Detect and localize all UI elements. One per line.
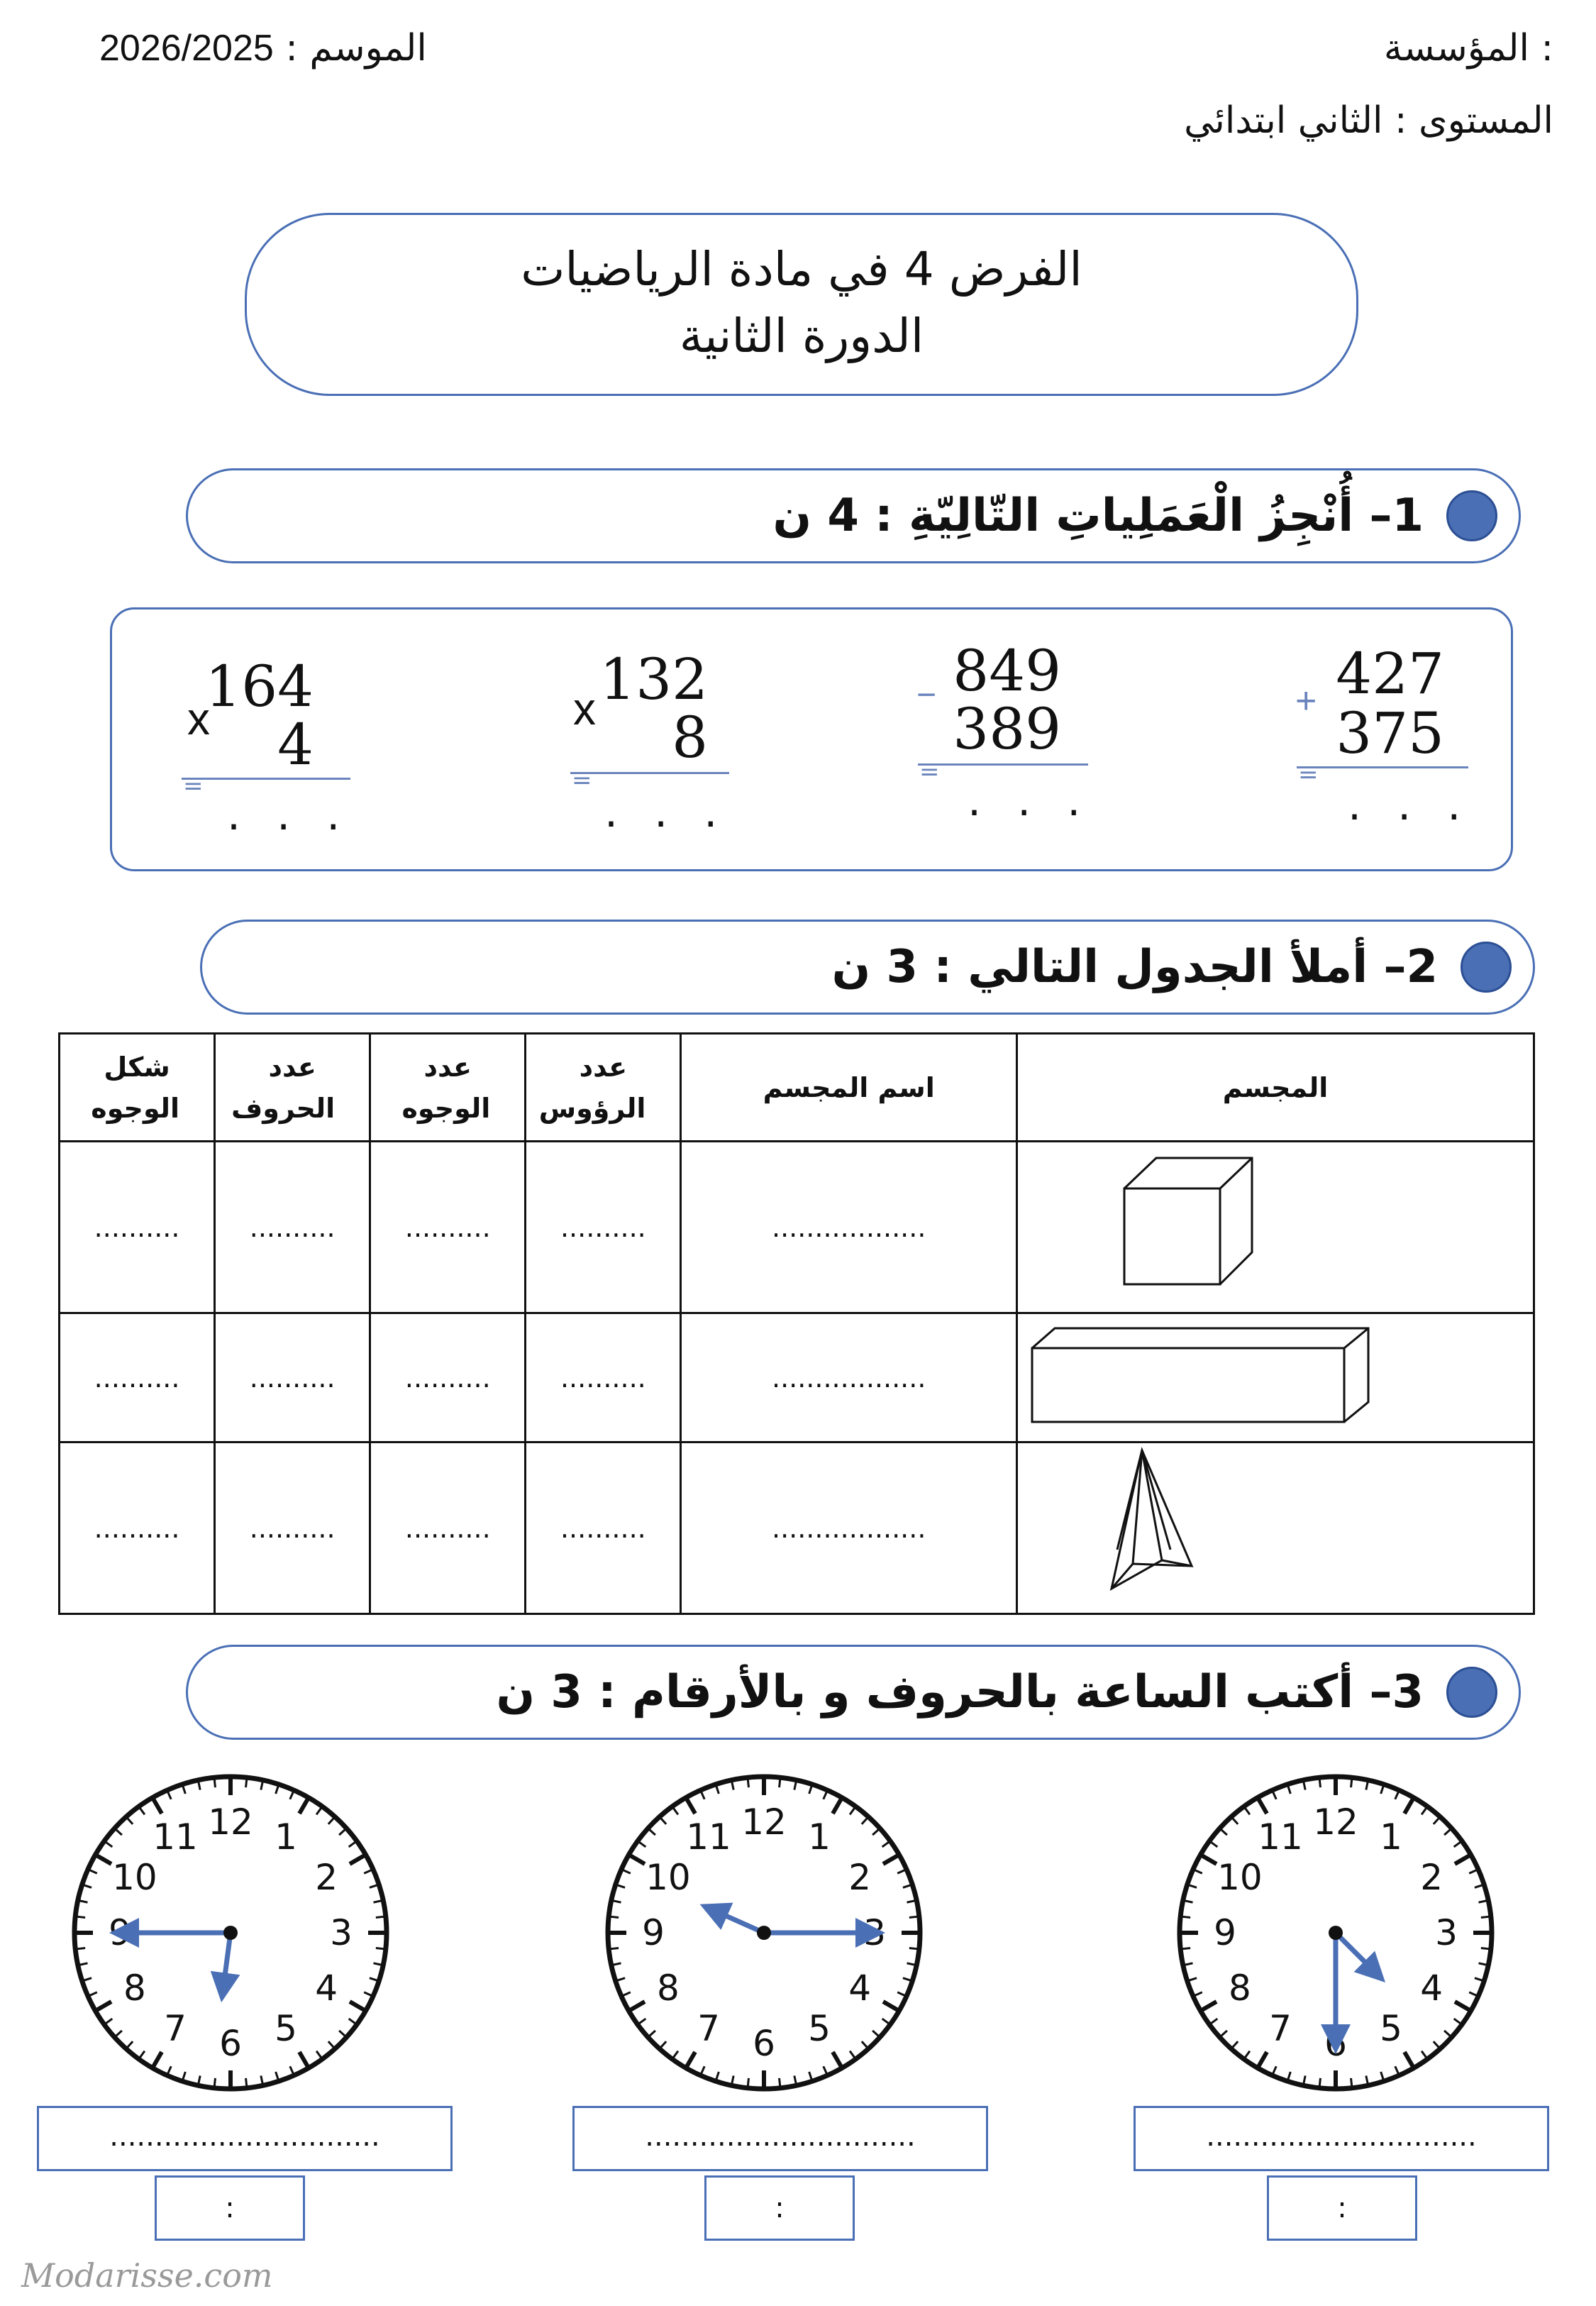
clock-2-digits-answer[interactable]: : bbox=[704, 2175, 855, 2241]
level bbox=[1184, 99, 1553, 142]
bullet-icon bbox=[1446, 490, 1497, 541]
operand-bottom: 389 bbox=[953, 696, 1061, 762]
level-label: المستوى : bbox=[1394, 99, 1553, 142]
clock-number: 3 bbox=[330, 1912, 353, 1953]
face-shape-blank[interactable]: .......... bbox=[60, 1313, 215, 1442]
question-2-number: 2 bbox=[1406, 941, 1438, 993]
clock-number: 4 bbox=[315, 1968, 338, 2009]
edges-blank[interactable]: .......... bbox=[215, 1442, 370, 1614]
clock-number: 8 bbox=[123, 1968, 146, 2009]
header-solid-name: اسم المجسم bbox=[681, 1034, 1017, 1142]
clock-tick bbox=[909, 1916, 917, 1917]
clock-1 bbox=[1173, 1770, 1499, 2096]
question-2-header bbox=[200, 920, 1535, 1015]
pyramid-cell bbox=[1017, 1442, 1534, 1614]
clock-number: 2 bbox=[1420, 1857, 1443, 1898]
question-1-header bbox=[186, 468, 1521, 563]
clock-tick bbox=[611, 1948, 619, 1949]
bullet-icon bbox=[1446, 1667, 1497, 1718]
exam-title: الفرض 4 في مادة الرياضيات bbox=[521, 242, 1082, 297]
question-2-text: – أملأ الجدول التالي : 3 ن bbox=[831, 941, 1407, 993]
face-shape-blank[interactable]: .......... bbox=[60, 1442, 215, 1614]
clock-center bbox=[757, 1926, 771, 1940]
times-sign: x bbox=[573, 683, 596, 734]
clock-tick bbox=[214, 2078, 215, 2086]
clock-tick bbox=[1319, 2078, 1320, 2086]
faces-blank[interactable]: .......... bbox=[370, 1142, 526, 1313]
exam-session: الدورة الثانية bbox=[679, 309, 924, 363]
clock-3 bbox=[67, 1770, 394, 2096]
question-3-text: – أكتب الساعة بالحروف و بالأرقام : 3 ن bbox=[496, 1666, 1392, 1719]
vertices-blank[interactable]: .......... bbox=[526, 1442, 681, 1614]
clock-number: 2 bbox=[848, 1857, 872, 1898]
cuboid-icon bbox=[1018, 1314, 1533, 1435]
clock-number: 8 bbox=[1228, 1968, 1251, 2009]
clock-number: 5 bbox=[275, 2008, 297, 2050]
clock-3-digits-answer[interactable]: : bbox=[155, 2175, 305, 2241]
operand-top: 849 bbox=[953, 638, 1061, 704]
clock-number: 2 bbox=[315, 1857, 338, 1898]
clock-number: 12 bbox=[208, 1802, 253, 1843]
solid-name-blank[interactable]: .................. bbox=[681, 1142, 1017, 1313]
face-shape-blank[interactable]: .......... bbox=[60, 1142, 215, 1313]
clock-number: 11 bbox=[153, 1816, 198, 1858]
question-3-number: 3 bbox=[1392, 1666, 1424, 1719]
clock-number: 1 bbox=[808, 1816, 831, 1858]
clock-number: 7 bbox=[697, 2008, 720, 2050]
solid-name-blank[interactable]: .................. bbox=[681, 1442, 1017, 1614]
clock-tick bbox=[77, 1916, 85, 1917]
operand-bottom: 4 bbox=[277, 712, 314, 778]
clock-number: 9 bbox=[109, 1912, 131, 1953]
vertices-blank[interactable]: .......... bbox=[526, 1313, 681, 1442]
clock-tick bbox=[909, 1948, 917, 1949]
header-solid: المجسم bbox=[1017, 1034, 1534, 1142]
clock-number: 10 bbox=[112, 1857, 157, 1898]
clock-number: 9 bbox=[642, 1912, 665, 1953]
operation-line bbox=[182, 778, 350, 780]
question-1-text: – أُنْجِزُ الْعَمَلِياتِ التّالِيّةِ : 4 ن bbox=[772, 490, 1392, 542]
faces-blank[interactable]: .......... bbox=[370, 1442, 526, 1614]
edges-blank[interactable]: .......... bbox=[215, 1313, 370, 1442]
clock-number: 12 bbox=[1313, 1802, 1358, 1843]
result-blank: . . . bbox=[968, 776, 1092, 826]
clock-number: 6 bbox=[753, 2023, 775, 2064]
watermark-logo: Modarisse.com bbox=[21, 2256, 273, 2295]
clock-number: 7 bbox=[1269, 2008, 1292, 2050]
equals-mark: = bbox=[919, 758, 940, 786]
clock-number: 5 bbox=[808, 2008, 831, 2050]
header-faces: عدد الوجوه bbox=[370, 1034, 526, 1142]
operation-subtraction bbox=[908, 639, 1092, 851]
clock-center bbox=[1329, 1926, 1343, 1940]
clock-1-words-answer[interactable]: .............................. bbox=[1134, 2106, 1549, 2171]
clock-number: 8 bbox=[656, 1968, 680, 2009]
question-3-header bbox=[186, 1645, 1521, 1740]
minus-sign: − bbox=[916, 676, 937, 714]
equals-mark: = bbox=[1298, 761, 1319, 789]
table-row bbox=[60, 1313, 1534, 1442]
cube-cell bbox=[1017, 1142, 1534, 1313]
result-blank: . . . bbox=[227, 790, 352, 840]
clock-1-digits-answer[interactable]: : bbox=[1267, 2175, 1417, 2241]
clock-center bbox=[223, 1926, 238, 1940]
vertices-blank[interactable]: .......... bbox=[526, 1142, 681, 1313]
clock-tick bbox=[1351, 2078, 1352, 2086]
clock-number: 11 bbox=[1258, 1816, 1303, 1858]
result-blank: . . . bbox=[604, 788, 729, 837]
clock-tick bbox=[246, 1780, 247, 1787]
question-1-number: 1 bbox=[1392, 490, 1424, 542]
clock-number: 4 bbox=[848, 1968, 872, 2009]
clock-tick bbox=[376, 1948, 384, 1949]
cube-icon bbox=[1018, 1142, 1533, 1306]
clock-number: 3 bbox=[863, 1912, 886, 1953]
clock-number: 1 bbox=[1380, 1816, 1402, 1858]
clock-tick bbox=[1481, 1916, 1489, 1917]
operand-bottom: 8 bbox=[672, 705, 708, 771]
clock-tick bbox=[246, 2078, 247, 2086]
institution-label: المؤسسة : bbox=[1383, 27, 1553, 70]
clock-tick bbox=[77, 1948, 85, 1949]
clock-tick bbox=[214, 1780, 215, 1787]
clock-number: 5 bbox=[1380, 2008, 1402, 2050]
clock-number: 6 bbox=[219, 2023, 242, 2064]
clock-number: 7 bbox=[164, 2008, 187, 2050]
operand-top: 427 bbox=[1336, 641, 1444, 707]
solid-name-blank[interactable]: .................. bbox=[681, 1313, 1017, 1442]
season-label: الموسم : bbox=[285, 27, 427, 70]
clock-number: 10 bbox=[1217, 1857, 1263, 1898]
plus-sign: + bbox=[1295, 680, 1317, 722]
level-value: الثاني ابتدائي bbox=[1184, 99, 1383, 142]
solids-table bbox=[58, 1032, 1535, 1615]
clock-tick bbox=[611, 1916, 619, 1917]
clock-tick bbox=[1182, 1948, 1190, 1949]
clock-number: 6 bbox=[1324, 2023, 1347, 2064]
clock-tick bbox=[376, 1916, 384, 1917]
result-blank: . . . bbox=[1348, 780, 1473, 830]
cuboid-cell bbox=[1017, 1313, 1534, 1442]
clock-number: 9 bbox=[1214, 1912, 1236, 1953]
header-edges: عدد الحروف bbox=[215, 1034, 370, 1142]
clock-tick bbox=[1351, 1780, 1352, 1787]
clock-number: 1 bbox=[275, 1816, 297, 1858]
table-header-row bbox=[60, 1034, 1534, 1142]
clock-tick bbox=[1182, 1916, 1190, 1917]
operand-bottom: 375 bbox=[1336, 700, 1444, 766]
table-row bbox=[60, 1142, 1534, 1313]
times-sign: x bbox=[187, 693, 210, 744]
exam-title-box bbox=[245, 213, 1358, 396]
clock-number: 4 bbox=[1420, 1968, 1443, 2009]
operation-multiplication-1 bbox=[560, 639, 745, 851]
edges-blank[interactable]: .......... bbox=[215, 1142, 370, 1313]
bullet-icon bbox=[1461, 942, 1512, 993]
operation-line bbox=[1297, 766, 1468, 768]
season-value: 2026/2025 bbox=[99, 28, 274, 69]
header-face-shape: شكل الوجوه bbox=[60, 1034, 215, 1142]
operation-addition bbox=[1290, 639, 1474, 851]
operation-line bbox=[570, 772, 729, 774]
clock-number: 3 bbox=[1435, 1912, 1458, 1953]
clock-2 bbox=[601, 1770, 927, 2096]
operand-top: 164 bbox=[205, 653, 314, 719]
header-vertices: عدد الرؤوس bbox=[526, 1034, 681, 1142]
pyramid-icon bbox=[1018, 1443, 1533, 1606]
equals-mark: = bbox=[183, 772, 204, 800]
clock-number: 11 bbox=[686, 1816, 731, 1858]
faces-blank[interactable]: .......... bbox=[370, 1313, 526, 1442]
operation-line bbox=[918, 763, 1088, 766]
clock-3-words-answer[interactable]: .............................. bbox=[37, 2106, 453, 2171]
clock-number: 10 bbox=[645, 1857, 691, 1898]
clock-tick bbox=[1319, 1780, 1320, 1787]
clock-tick bbox=[1481, 1948, 1489, 1949]
equals-mark: = bbox=[572, 766, 592, 795]
operand-top: 132 bbox=[599, 646, 708, 712]
clock-number: 12 bbox=[741, 1802, 787, 1843]
season bbox=[99, 27, 427, 70]
clock-2-words-answer[interactable]: .............................. bbox=[572, 2106, 988, 2171]
operation-multiplication-2 bbox=[176, 639, 360, 851]
table-row bbox=[60, 1442, 1534, 1614]
